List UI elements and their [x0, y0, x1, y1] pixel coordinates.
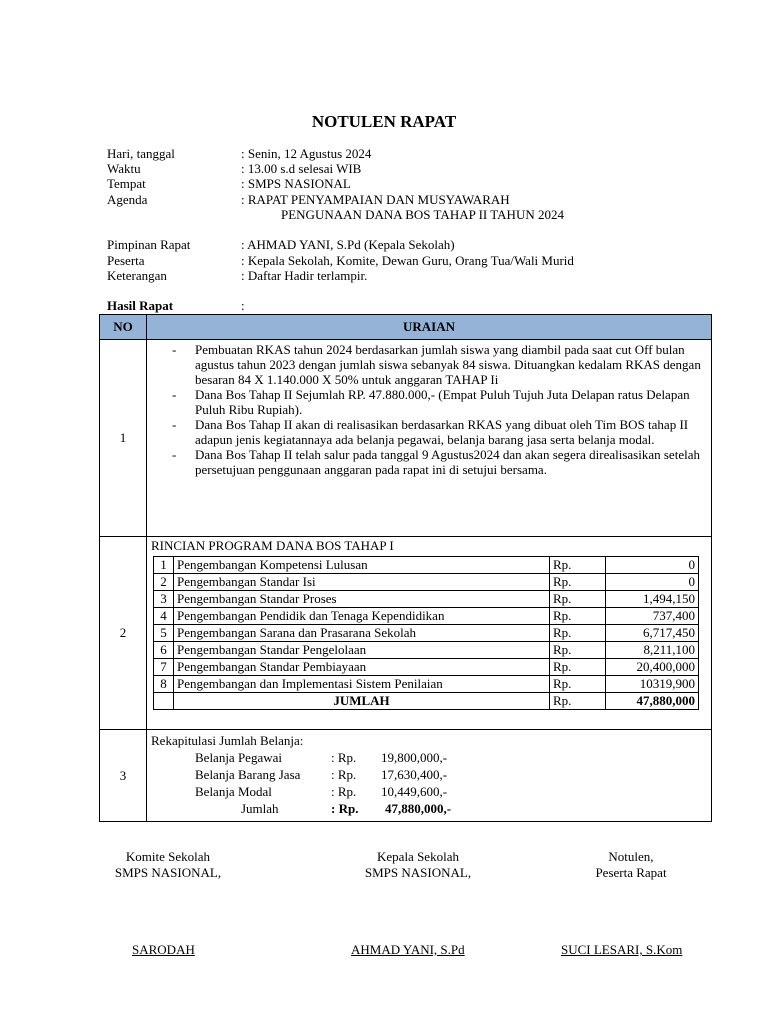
rincian-no: 4 [154, 608, 174, 625]
rincian-rp: Rp. [550, 642, 606, 659]
signature-role: Kepala Sekolah [377, 849, 459, 864]
rincian-table [153, 556, 699, 710]
table-row [154, 659, 699, 676]
rincian-rp: Rp. [550, 625, 606, 642]
rincian-amount: 6,717,450 [606, 625, 699, 642]
rincian-no: 3 [154, 591, 174, 608]
header-uraian: URAIAN [147, 315, 712, 340]
rincian-title: RINCIAN PROGRAM DANA BOS TAHAP I [151, 538, 394, 553]
rincian-name: Pengembangan Standar Pengelolaan [174, 642, 550, 659]
signature-kepala [338, 849, 498, 881]
rekap-total-label: Jumlah [241, 801, 279, 816]
info-value: : SMPS NASIONAL [241, 176, 351, 191]
rincian-name: Pengembangan Pendidik dan Tenaga Kependidikan [174, 608, 550, 625]
hasil-rapat-label: Hasil Rapat [107, 298, 174, 313]
table-row [154, 625, 699, 642]
row-content [147, 537, 712, 730]
table-row [154, 591, 699, 608]
list-item: - Dana Bos Tahap II Sejumlah RP. 47.880.000,- (Empat Puluh Tujuh Juta Delapan ratus Delapan Puluh Ribu Rupiah). [147, 387, 711, 417]
rincian-total-amount: 47,880,000 [606, 693, 699, 710]
info-value: : Senin, 12 Agustus 2024 [241, 146, 372, 161]
list-item: - Pembuatan RKAS tahun 2024 berdasarkan jumlah siswa yang diambil pada saat cut Off bulan agustus tahun 2023 dengan jumlah siswa sebanyak 84 siswa. Dituangkan kedalam RKAS dengan besaran 84 X 1.140.000 X 50% untuk anggaran TAHAP Ii [147, 342, 711, 387]
info-label: Agenda [107, 192, 148, 207]
rincian-total-label: JUMLAH [174, 693, 550, 710]
info-value: PENGUNAAN DANA BOS TAHAP II TAHUN 2024 [281, 207, 564, 222]
info-label: Pimpinan Rapat [107, 237, 191, 252]
rekap-rp: : Rp. [331, 767, 357, 782]
rincian-rp: Rp. [550, 591, 606, 608]
rekap-total-line [151, 800, 711, 817]
rekap-label: Belanja Pegawai [195, 750, 282, 765]
rincian-no: 2 [154, 574, 174, 591]
rekap-amount: 10,449,600,- [381, 784, 448, 799]
signature-komite [88, 849, 248, 881]
signature-name-komite: SARODAH [132, 942, 195, 957]
info-value: : AHMAD YANI, S.Pd (Kepala Sekolah) [241, 237, 455, 252]
rekap-rp: : Rp. [331, 784, 357, 799]
rekap-total-amount: 47,880,000,- [385, 801, 452, 816]
rincian-amount: 737,400 [606, 608, 699, 625]
signature-org: SMPS NASIONAL, [364, 865, 472, 880]
rekap-title: Rekapitulasi Jumlah Belanja: [151, 733, 304, 748]
rincian-rp: Rp. [550, 608, 606, 625]
info-value: : RAPAT PENYAMPAIAN DAN MUSYAWARAH [241, 192, 510, 207]
rincian-name: Pengembangan dan Implementasi Sistem Penilaian [174, 676, 550, 693]
rincian-amount: 20,400,000 [606, 659, 699, 676]
rincian-name: Pengembangan Sarana dan Prasarana Sekolah [174, 625, 550, 642]
rekap-total-rp: : Rp. [331, 801, 359, 816]
table-row-3 [100, 730, 712, 822]
row-number: 1 [100, 340, 147, 537]
hasil-rapat-colon: : [241, 298, 245, 313]
header-no: NO [100, 315, 147, 340]
rincian-no: 8 [154, 676, 174, 693]
signature-role: Notulen, [608, 849, 654, 864]
signature-name-kepala: AHMAD YANI, S.Pd [351, 942, 465, 957]
signature-notulen [551, 849, 711, 881]
rincian-amount: 1,494,150 [606, 591, 699, 608]
rincian-total-rp: Rp. [550, 693, 606, 710]
rincian-no: 6 [154, 642, 174, 659]
signature-name-notulen: SUCI LESARI, S.Kom [561, 942, 683, 957]
bullet-list [147, 342, 711, 477]
table-row-1 [100, 340, 712, 537]
table-header-row [100, 315, 712, 340]
rincian-amount: 0 [606, 557, 699, 574]
rincian-no: 1 [154, 557, 174, 574]
table-row [154, 574, 699, 591]
rekap-amount: 17,630,400,- [381, 767, 448, 782]
info-value: : 13.00 s.d selesai WIB [241, 161, 362, 176]
rincian-amount: 8,211,100 [606, 642, 699, 659]
rincian-total-empty [154, 693, 174, 710]
rekap-line [151, 766, 711, 783]
document-title: NOTULEN RAPAT [311, 112, 457, 131]
list-item: - Dana Bos Tahap II akan di realisasikan berdasarkan RKAS yang dibuat oleh Tim BOS tahap II adapun jenis kegiatannaya ada belanja pegawai, belanja barang jasa serta belanja modal. [147, 417, 711, 447]
rincian-name: Pengembangan Standar Proses [174, 591, 550, 608]
row-content [147, 730, 712, 822]
row-number: 2 [100, 537, 147, 730]
info-value: : Kepala Sekolah, Komite, Dewan Guru, Orang Tua/Wali Murid [241, 253, 574, 268]
signature-role: Komite Sekolah [125, 849, 211, 864]
signature-org: SMPS NASIONAL, [114, 865, 222, 880]
rekap-label: Belanja Modal [195, 784, 272, 799]
rincian-name: Pengembangan Standar Pembiayaan [174, 659, 550, 676]
rekap-label: Belanja Barang Jasa [195, 767, 301, 782]
rincian-rp: Rp. [550, 676, 606, 693]
info-label: Waktu [107, 161, 141, 176]
rincian-no: 7 [154, 659, 174, 676]
info-label: Keterangan [107, 268, 167, 283]
row-content [147, 340, 712, 537]
rekap-section [147, 730, 711, 821]
rekap-line [151, 783, 711, 800]
table-row [154, 676, 699, 693]
info-value: : Daftar Hadir terlampir. [241, 268, 368, 283]
rincian-no: 5 [154, 625, 174, 642]
list-item: - Dana Bos Tahap II telah salur pada tanggal 9 Agustus2024 dan akan segera direalisasikan setelah persetujuan penggunaan anggaran pada rapat ini di setujui bersama. [147, 447, 711, 477]
rekap-line [151, 749, 711, 766]
info-label: Tempat [107, 176, 146, 191]
rincian-total-row [154, 693, 699, 710]
rincian-amount: 0 [606, 574, 699, 591]
rincian-name: Pengembangan Kompetensi Lulusan [174, 557, 550, 574]
rekap-rp: : Rp. [331, 750, 357, 765]
signature-org: Peserta Rapat [595, 865, 667, 880]
rekap-amount: 19,800,000,- [381, 750, 448, 765]
rincian-rp: Rp. [550, 574, 606, 591]
rincian-rp: Rp. [550, 659, 606, 676]
rincian-rp: Rp. [550, 557, 606, 574]
table-row-2 [100, 537, 712, 730]
table-row [154, 557, 699, 574]
rincian-name: Pengembangan Standar Isi [174, 574, 550, 591]
row-number: 3 [100, 730, 147, 822]
table-row [154, 608, 699, 625]
rincian-amount: 10319,900 [606, 676, 699, 693]
info-label: Peserta [107, 253, 145, 268]
info-label: Hari, tanggal [107, 146, 175, 161]
table-row [154, 642, 699, 659]
results-table [99, 314, 712, 822]
